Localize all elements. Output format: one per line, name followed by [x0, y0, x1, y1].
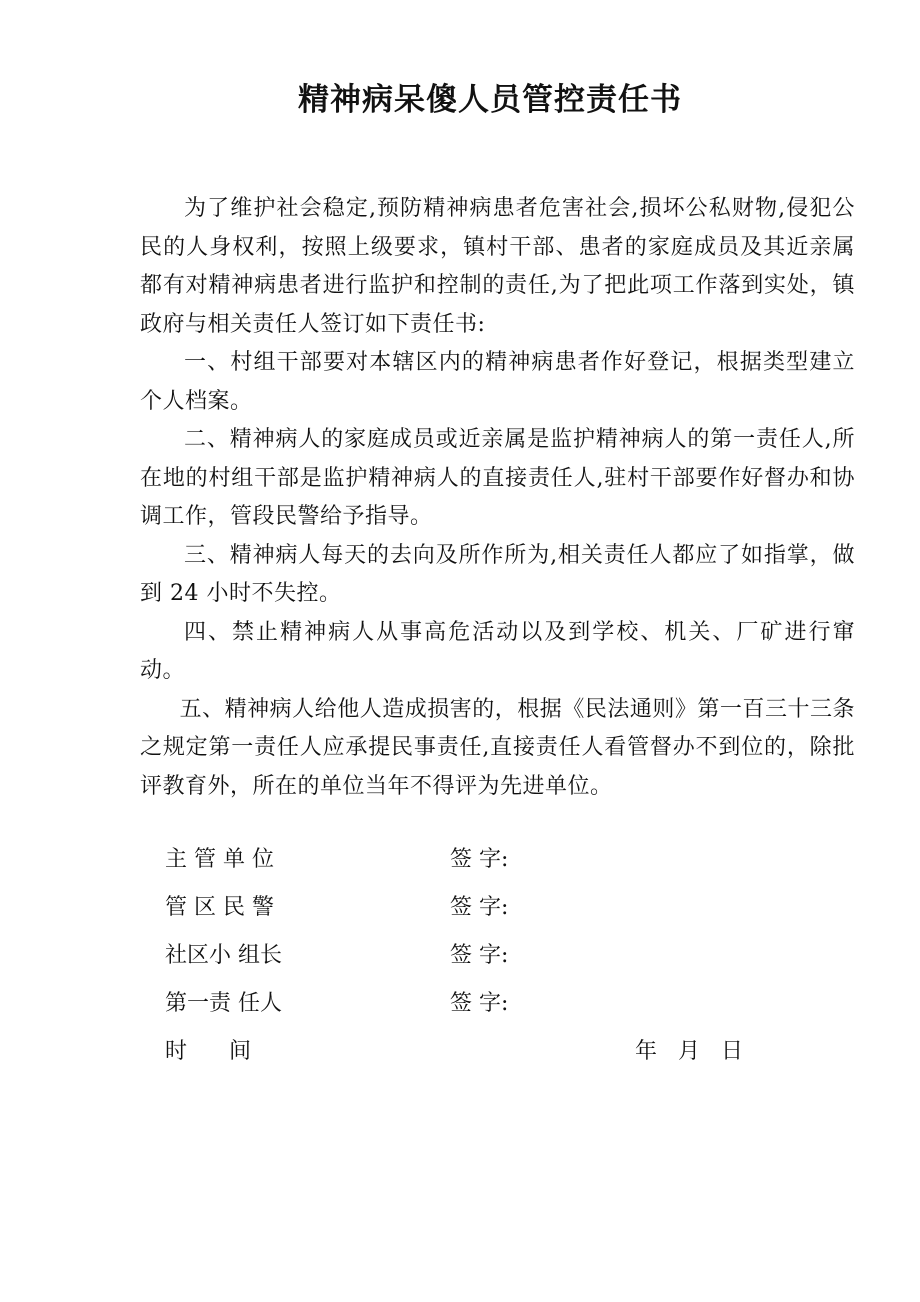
- clause-2: 二、精神病人的家庭成员或近亲属是监护精神病人的第一责任人,所在地的村组干部是监护精神病人的直接责任人,驻村干部要作好督办和协调工作，管段民警给予指导。: [140, 427, 855, 529]
- signature-row-community-leader: [165, 936, 805, 984]
- document-body: [140, 190, 855, 806]
- signature-field: 签 字:: [450, 991, 509, 1016]
- signature-label: 主 管 单 位: [165, 847, 274, 872]
- document-title: 精神病呆傻人员管控责任书: [298, 82, 682, 118]
- date-field: 年 月 日: [635, 1039, 743, 1064]
- clause-4: 四、禁止精神病人从事高危活动以及到学校、机关、厂矿进行窜动。: [140, 619, 855, 683]
- intro-paragraph: 为了维护社会稳定,预防精神病患者危害社会,损坏公私财物,侵犯公民的人身权利，按照上级要求，镇村干部、患者的家庭成员及其近亲属都有对精神病患者进行监护和控制的责任,为了把此项工作落到实处，镇政府与相关责任人签订如下责任书:: [140, 196, 855, 337]
- signature-row-first-responsible: [165, 984, 805, 1032]
- signature-block: [165, 840, 805, 1080]
- signature-label: 社区小 组长: [165, 943, 282, 968]
- signature-field: 签 字:: [450, 943, 509, 968]
- clause-5: 五、精神病人给他人造成损害的，根据《民法通则》第一百三十三条之规定第一责任人应承提民事责任,直接责任人看管督办不到位的，除批评教育外，所在的单位当年不得评为先进单位。: [140, 696, 855, 799]
- time-label: 时 间: [165, 1039, 251, 1064]
- signature-label: 管 区 民 警: [165, 895, 274, 920]
- signature-row-supervising-unit: [165, 840, 805, 888]
- signature-field: 签 字:: [450, 895, 509, 920]
- signature-label: 第一责 任人: [165, 991, 282, 1016]
- clause-1: 一、村组干部要对本辖区内的精神病患者作好登记，根据类型建立个人档案。: [140, 350, 855, 414]
- clause-3: 三、精神病人每天的去向及所作所为,相关责任人都应了如指掌，做到 24 小时不失控。: [140, 542, 855, 606]
- date-row: [165, 1032, 805, 1080]
- signature-row-district-police: [165, 888, 805, 936]
- signature-field: 签 字:: [450, 847, 509, 872]
